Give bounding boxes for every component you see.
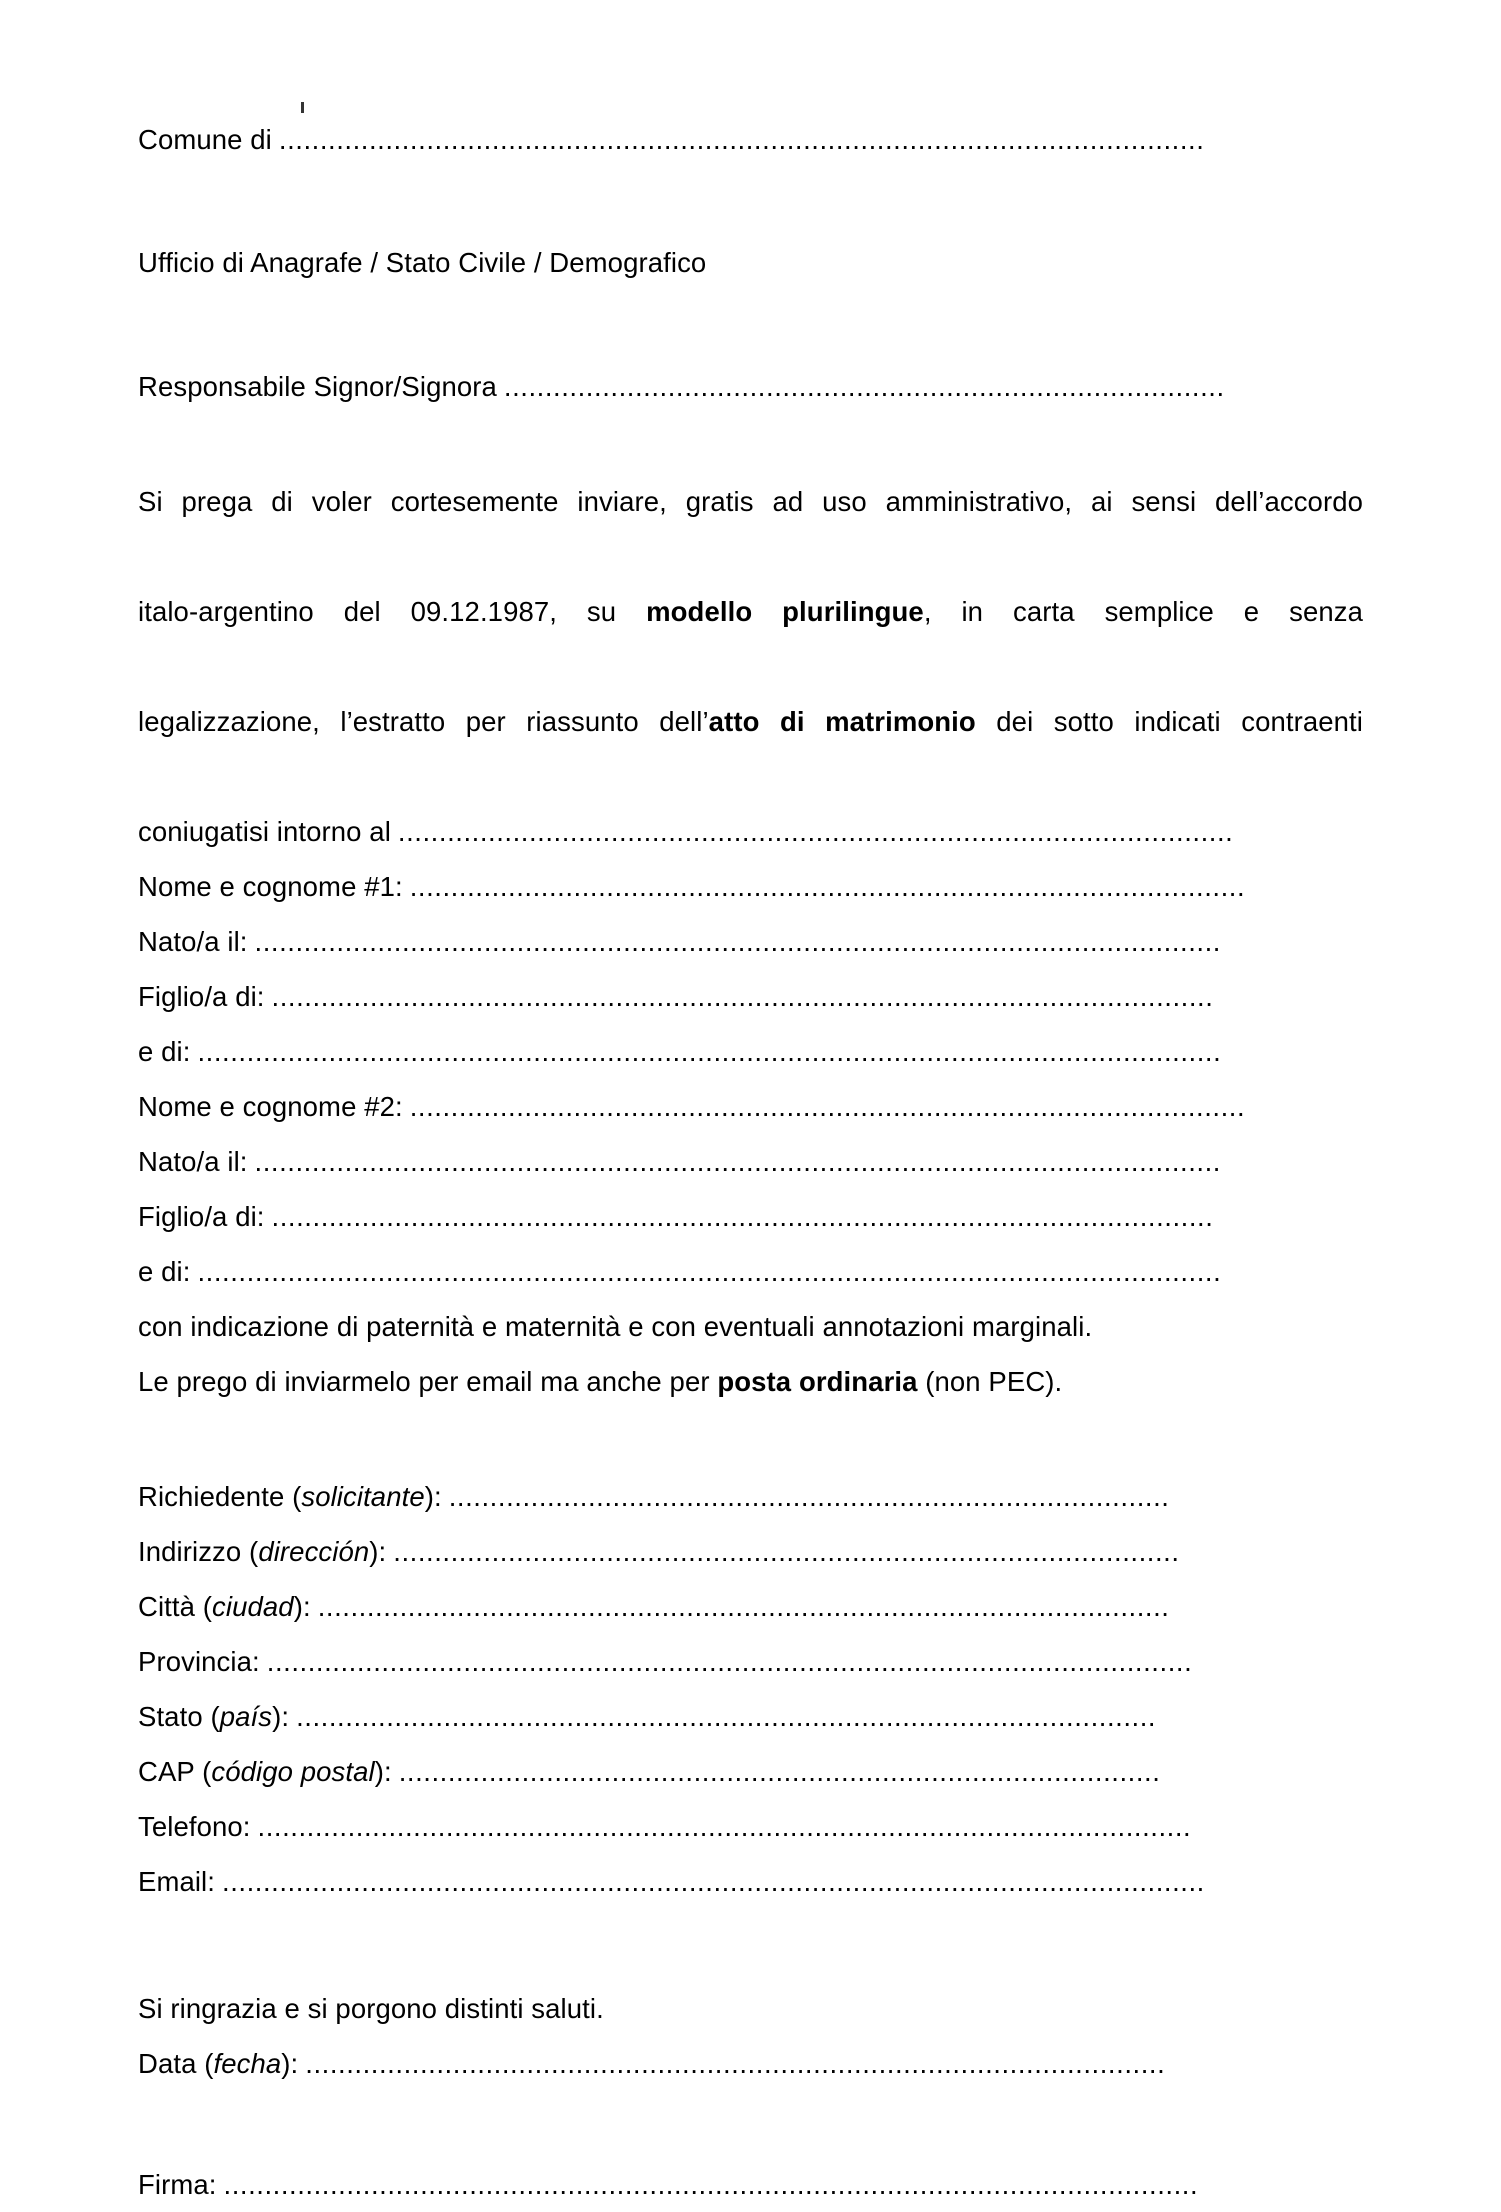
field-email[interactable]: [138, 1854, 1363, 1909]
field-label: e di:: [138, 1036, 191, 1067]
label-suffix: ):: [369, 1536, 387, 1567]
field-figlio-di-1[interactable]: [138, 969, 1363, 1024]
leader-dots: ................................................................................................: [393, 1536, 1180, 1567]
field-indirizzo[interactable]: [138, 1524, 1363, 1579]
leader-dots: ......................................................................................................: [409, 871, 1246, 902]
closing-greeting-line: Si ringrazia e si porgono distinti saluti.: [138, 1993, 604, 2024]
field-label: Nato/a il:: [138, 1146, 248, 1177]
field-label: [138, 1689, 289, 1744]
spacer: [138, 1909, 1363, 1981]
field-label: Firma:: [138, 2169, 217, 2200]
leader-dots: ......................................................................................................................: [254, 926, 1221, 957]
paragraph-line-3: [138, 694, 1363, 804]
field-telefono[interactable]: [138, 1799, 1363, 1854]
label-spanish: dirección: [258, 1536, 370, 1567]
leader-dots: .................................................................................................................: [278, 124, 1205, 155]
field-nato-il-1[interactable]: [138, 914, 1363, 969]
label-spanish: solicitante: [301, 1481, 425, 1512]
field-label: [138, 1799, 251, 1854]
office-line: Ufficio di Anagrafe / Stato Civile / Demografico: [138, 247, 707, 278]
field-richiedente[interactable]: [138, 1469, 1363, 1524]
leader-dots: ........................................................................................: [448, 1481, 1170, 1512]
field-label: [138, 1744, 392, 1799]
label-italian: Indirizzo (: [138, 1536, 259, 1567]
field-label: coniugatisi intorno al: [138, 816, 391, 847]
delivery-text-after: (non PEC).: [917, 1366, 1063, 1397]
field-nome-cognome-1[interactable]: [138, 859, 1363, 914]
label-italian: Email:: [138, 1866, 216, 1897]
field-label: Responsabile Signor/Signora: [138, 371, 497, 402]
field-label: e di:: [138, 1256, 191, 1287]
field-label: [138, 1854, 215, 1909]
label-spanish: fecha: [213, 2048, 282, 2079]
leader-dots: ..................................................................................................................: [257, 1811, 1192, 1842]
annotation-note-line: con indicazione di paternità e maternità e con eventuali annotazioni marginali.: [138, 1311, 1093, 1342]
label-suffix: ):: [293, 1591, 311, 1622]
leader-dots: ...................................................................................................................: [271, 1201, 1214, 1232]
leader-dots: ........................................................................................................: [317, 1591, 1170, 1622]
delivery-text-before: Le prego di inviarmelo per email ma anche per: [138, 1366, 718, 1397]
label-italian: Data (: [138, 2048, 214, 2079]
document-content: [138, 0, 1363, 2212]
field-label: Nome e cognome #2:: [138, 1091, 403, 1122]
delivery-instruction-line: [138, 1354, 1363, 1409]
field-label: [138, 1634, 260, 1689]
leader-dots: .............................................................................................................................: [197, 1256, 1222, 1287]
field-nato-il-2[interactable]: [138, 1134, 1363, 1189]
requester-fields-section: [138, 1469, 1363, 1909]
label-spanish: ciudad: [212, 1591, 294, 1622]
label-italian: Città (: [138, 1591, 213, 1622]
spacer: [138, 167, 1363, 233]
field-label: [138, 1579, 311, 1634]
field-stato[interactable]: [138, 1689, 1363, 1744]
field-provincia[interactable]: [138, 1634, 1363, 1689]
body-paragraph: [138, 474, 1363, 804]
label-italian: Provincia:: [138, 1646, 260, 1677]
label-italian: Richiedente (: [138, 1481, 302, 1512]
field-responsabile[interactable]: [138, 359, 1363, 414]
leader-dots: .........................................................................................................: [305, 2048, 1166, 2079]
paragraph-text: dei sotto indicati contraenti: [975, 706, 1363, 737]
label-suffix: ):: [424, 1481, 442, 1512]
leader-dots: .............................................................................................: [398, 1756, 1161, 1787]
field-label: Figlio/a di:: [138, 1201, 265, 1232]
paragraph-text: , in carta semplice e senza: [923, 596, 1364, 627]
paragraph-text: italo-argentino del 09.12.1987, su: [138, 596, 647, 627]
leader-dots: ......................................................................................................................: [254, 1146, 1221, 1177]
field-cap[interactable]: [138, 1744, 1363, 1799]
label-italian: Stato (: [138, 1701, 220, 1732]
bold-atto-di-matrimonio: atto di matrimonio: [708, 706, 976, 737]
field-comune-di[interactable]: [138, 112, 1363, 167]
field-nome-cognome-2[interactable]: [138, 1079, 1363, 1134]
leader-dots: ........................................................................................: [503, 371, 1225, 402]
label-suffix: ):: [374, 1756, 392, 1787]
field-label: Figlio/a di:: [138, 981, 265, 1012]
leader-dots: ...................................................................................................................: [271, 981, 1214, 1012]
spacer: [138, 414, 1363, 474]
leader-dots: ........................................................................................................................: [222, 1866, 1205, 1897]
field-label: Nato/a il:: [138, 926, 248, 957]
label-spanish: país: [219, 1701, 273, 1732]
spacer: [138, 1409, 1363, 1469]
leader-dots: ......................................................................................................: [397, 816, 1234, 847]
leader-dots: .......................................................................................................................: [223, 2169, 1199, 2200]
paragraph-text: Si prega di voler cortesemente inviare, gratis ad uso amministrativo, ai sensi dell’accordo: [138, 486, 1363, 517]
field-data[interactable]: [138, 2036, 1363, 2091]
spacer: [138, 293, 1363, 359]
field-coniugatisi-intorno-al[interactable]: [138, 804, 1363, 859]
bold-posta-ordinaria: posta ordinaria: [717, 1366, 918, 1397]
leader-dots: ......................................................................................................: [409, 1091, 1246, 1122]
field-label: [138, 1524, 386, 1579]
label-italian: CAP (: [138, 1756, 212, 1787]
paragraph-line-1: [138, 474, 1363, 584]
bold-modello-plurilingue: modello plurilingue: [646, 596, 924, 627]
field-firma[interactable]: [138, 2157, 1363, 2212]
field-e-di-1[interactable]: [138, 1024, 1363, 1079]
header-section: [138, 0, 1363, 167]
spacer: [138, 2091, 1363, 2157]
leader-dots: .........................................................................................................: [296, 1701, 1157, 1732]
field-label: [138, 2036, 298, 2091]
label-suffix: ):: [272, 1701, 290, 1732]
field-citta[interactable]: [138, 1579, 1363, 1634]
label-spanish: código postal: [211, 1756, 375, 1787]
leader-dots: .............................................................................................................................: [197, 1036, 1222, 1067]
leader-dots: .................................................................................................................: [266, 1646, 1193, 1677]
marriage-fields-section: [138, 804, 1363, 1299]
paragraph-line-2: [138, 584, 1363, 694]
field-e-di-2[interactable]: [138, 1244, 1363, 1299]
label-italian: Telefono:: [138, 1811, 251, 1842]
paragraph-text: legalizzazione, l’estratto per riassunto dell’: [138, 706, 709, 737]
field-figlio-di-2[interactable]: [138, 1189, 1363, 1244]
label-suffix: ):: [281, 2048, 299, 2079]
field-label: Comune di: [138, 124, 272, 155]
field-label: Nome e cognome #1:: [138, 871, 403, 902]
field-label: [138, 1469, 442, 1524]
